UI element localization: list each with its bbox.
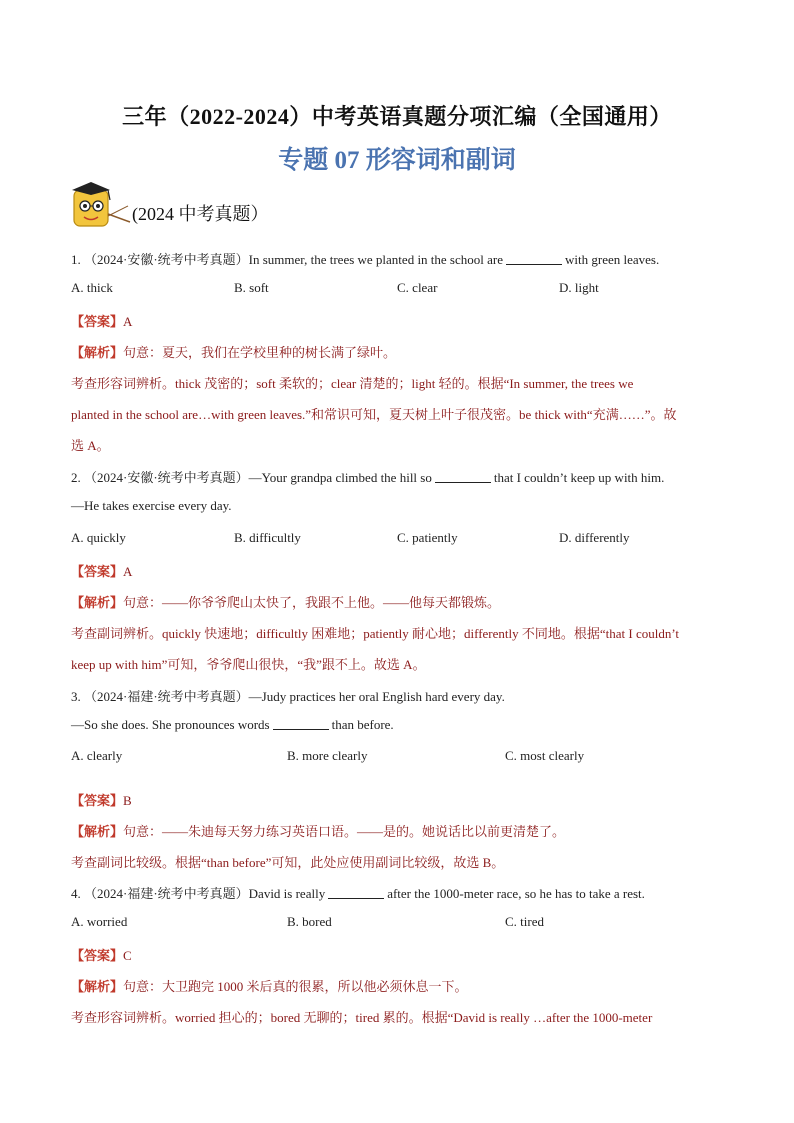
section-label: (2024 中考真题）: [132, 204, 269, 224]
question-4-option-b: B. bored: [287, 914, 332, 929]
question-3-answer: 【答案】B: [71, 793, 132, 808]
question-1-analysis-line: 选 A。: [71, 438, 110, 453]
question-3-option-b: B. more clearly: [287, 748, 368, 763]
question-2-analysis-line: 考查副词辨析。quickly 快速地；difficultly 困难地；patiently 耐心地；differently 不同地。根据“that I couldn’t: [71, 626, 680, 641]
question-2-analysis: 【解析】句意：——你爷爷爬山太快了，我跟不上他。——他每天都锻炼。: [71, 595, 501, 610]
document-title: 三年（2022-2024）中考英语真题分项汇编（全国通用）: [122, 104, 672, 129]
answer-blank: [435, 470, 491, 483]
answer-blank: [273, 717, 329, 730]
question-1-analysis-line: planted in the school are…with green leaves.”和常识可知，夏天树上叶子很茂密。be thick with“充满……”。故: [71, 407, 677, 422]
question-3-analysis-line: 考查副词比较级。根据“than before”可知，此处应使用副词比较级，故选 B。: [71, 855, 505, 870]
question-4-stem: 4. （2024·福建·统考中考真题）David is really after the 1000-meter race, so he has to take a rest.: [71, 886, 645, 901]
question-2-analysis-line: keep up with him”可知，爷爷爬山很快，“我”跟不上。故选 A。: [71, 657, 426, 672]
question-2-stem: 2. （2024·安徽·统考中考真题）—Your grandpa climbed the hill so that I couldn’t keep up with him.: [71, 470, 665, 485]
question-1-option-d: D. light: [559, 280, 599, 295]
question-2-option-d: D. differently: [559, 530, 630, 545]
question-2-answer: 【答案】A: [71, 564, 133, 579]
question-2-option-a: A. quickly: [71, 530, 126, 545]
topic-subtitle: 专题 07 形容词和副词: [278, 147, 516, 174]
question-4-option-c: C. tired: [505, 914, 544, 929]
question-3-option-c: C. most clearly: [505, 748, 585, 763]
question-1-option-c: C. clear: [397, 280, 438, 295]
question-4-option-a: A. worried: [71, 914, 128, 929]
question-3-stem-line2: —So she does. She pronounces words than before.: [71, 717, 394, 732]
question-1-option-a: A. thick: [71, 280, 113, 295]
question-3-stem: 3. （2024·福建·统考中考真题）—Judy practices her oral English hard every day.: [71, 689, 505, 704]
question-3-option-a: A. clearly: [71, 748, 123, 763]
mascot-icon: [70, 180, 132, 232]
question-4-analysis-line: 考查形容词辨析。worried 担心的；bored 无聊的；tired 累的。根据“David is really …after the 1000-meter: [71, 1010, 653, 1025]
question-1-option-b: B. soft: [234, 280, 269, 295]
question-1-analysis-line: 考查形容词辨析。thick 茂密的；soft 柔软的；clear 清楚的；light 轻的。根据“In summer, the trees we: [71, 376, 634, 391]
question-2-stem-line2: —He takes exercise every day.: [71, 498, 232, 513]
question-2-option-c: C. patiently: [397, 530, 458, 545]
answer-blank: [506, 252, 562, 265]
answer-blank: [328, 886, 384, 899]
question-1-analysis: 【解析】句意：夏天，我们在学校里种的树长满了绿叶。: [71, 345, 397, 360]
question-4-analysis: 【解析】句意：大卫跑完 1000 米后真的很累，所以他必须休息一下。: [71, 979, 468, 994]
question-1-stem: 1. （2024·安徽·统考中考真题）In summer, the trees we planted in the school are with green leaves.: [71, 252, 660, 267]
question-2-option-b: B. difficultly: [234, 530, 301, 545]
question-1-answer: 【答案】A: [71, 314, 133, 329]
question-4-answer: 【答案】C: [71, 948, 132, 963]
question-3-analysis: 【解析】句意：——朱迪每天努力练习英语口语。——是的。她说话比以前更清楚了。: [71, 824, 566, 839]
